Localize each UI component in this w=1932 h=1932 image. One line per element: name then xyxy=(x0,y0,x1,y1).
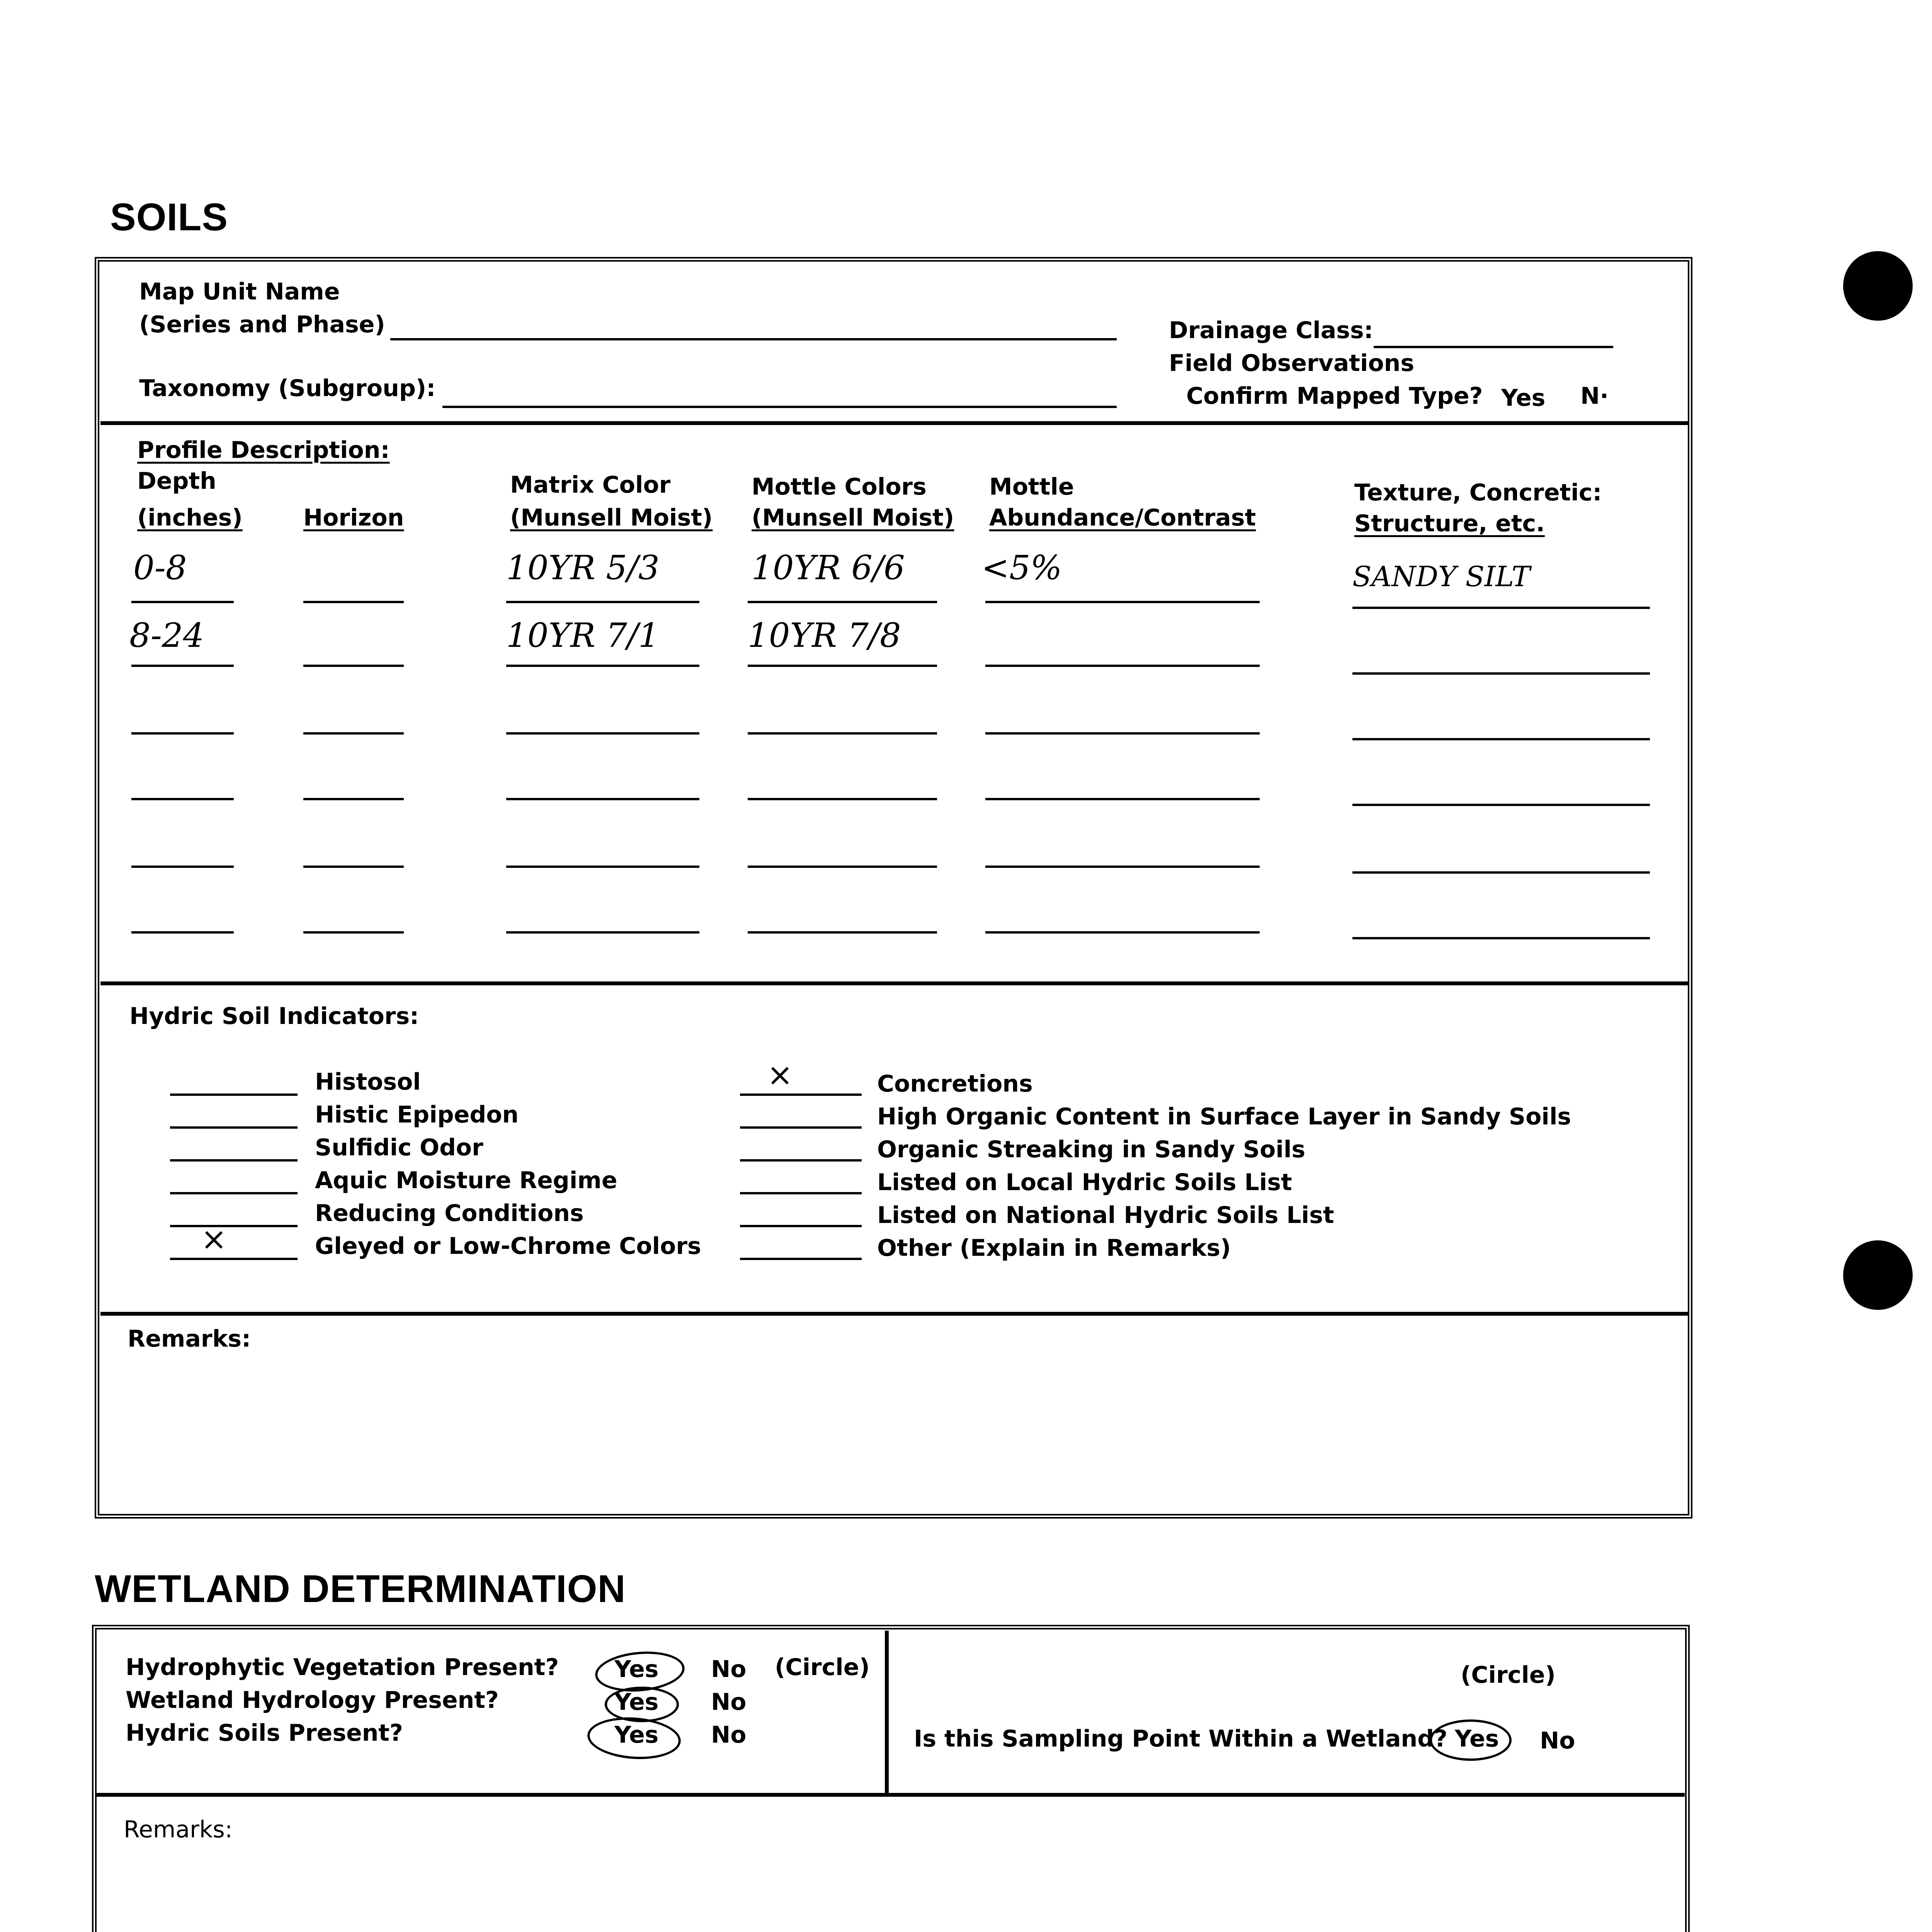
indicator-label: Concretions xyxy=(877,1070,1033,1097)
map-unit-label: Map Unit Name xyxy=(139,278,340,305)
indicator-blank[interactable] xyxy=(170,1094,298,1096)
row-line xyxy=(985,798,1260,800)
binder-hole xyxy=(1843,1240,1913,1310)
indicator-label: Gleyed or Low-Chrome Colors xyxy=(315,1233,701,1260)
row2-mottle-color[interactable]: 10YR 7/8 xyxy=(748,616,901,655)
q2-yes[interactable]: Yes xyxy=(614,1689,659,1716)
indicator-label: Listed on National Hydric Soils List xyxy=(877,1202,1334,1229)
col-depth-header: Depth xyxy=(137,468,216,495)
indicator-label: Listed on Local Hydric Soils List xyxy=(877,1169,1292,1196)
q3-yes[interactable]: Yes xyxy=(614,1721,659,1748)
row2-depth[interactable]: 8-24 xyxy=(129,616,204,655)
indicator-label: Aquic Moisture Regime xyxy=(315,1167,617,1194)
row-line xyxy=(506,601,699,603)
col-mottle-colors-sub: (Munsell Moist) xyxy=(752,504,954,531)
row-line xyxy=(748,665,937,667)
row1-abundance[interactable]: <5% xyxy=(981,549,1062,587)
row-line xyxy=(303,732,404,735)
drainage-class-label: Drainage Class: xyxy=(1169,317,1373,344)
circle-mark-icon xyxy=(1430,1719,1512,1761)
col-texture-header: Texture, Concretic: xyxy=(1354,479,1602,506)
divider xyxy=(97,1793,1685,1797)
row-line xyxy=(131,665,234,667)
wetland-title: WETLAND DETERMINATION xyxy=(95,1567,626,1611)
row-line xyxy=(1352,738,1650,740)
row-line xyxy=(1352,804,1650,806)
divider xyxy=(100,421,1689,425)
divider xyxy=(100,1312,1689,1316)
row-line xyxy=(985,665,1260,667)
row-line xyxy=(748,732,937,735)
map-unit-field[interactable] xyxy=(390,338,1117,340)
row-line xyxy=(506,931,699,934)
hydric-indicators-title: Hydric Soil Indicators: xyxy=(129,1003,419,1030)
row-line xyxy=(985,601,1260,603)
q3-no[interactable]: No xyxy=(711,1721,747,1748)
row1-texture[interactable]: SANDY SILT xyxy=(1352,560,1531,593)
series-phase-label: (Series and Phase) xyxy=(139,311,385,338)
row-line xyxy=(131,931,234,934)
indicator-label: Organic Streaking in Sandy Soils xyxy=(877,1136,1306,1163)
col-matrix-sub: (Munsell Moist) xyxy=(510,504,713,531)
q2-no[interactable]: No xyxy=(711,1689,747,1716)
q-hydrology-label: Wetland Hydrology Present? xyxy=(126,1687,499,1714)
row-line xyxy=(303,866,404,868)
row-line xyxy=(131,601,234,603)
field-observations-label: Field Observations xyxy=(1169,350,1415,377)
indicator-label: Sulfidic Odor xyxy=(315,1134,483,1161)
indicator-blank[interactable] xyxy=(170,1258,298,1260)
taxonomy-field[interactable] xyxy=(442,406,1117,408)
indicator-label: High Organic Content in Surface Layer in Sandy Soils xyxy=(877,1103,1571,1130)
sampling-yes[interactable]: Yes xyxy=(1455,1725,1499,1752)
indicator-label: Reducing Conditions xyxy=(315,1200,584,1227)
row-line xyxy=(748,866,937,868)
q1-no[interactable]: No xyxy=(711,1656,747,1683)
indicator-label: Other (Explain in Remarks) xyxy=(877,1235,1231,1262)
drainage-class-field[interactable] xyxy=(1374,346,1613,348)
row-line xyxy=(303,931,404,934)
row-line xyxy=(748,601,937,603)
q-hydric-soils-label: Hydric Soils Present? xyxy=(126,1719,403,1747)
wetland-remarks-label: Remarks: xyxy=(124,1816,233,1843)
col-texture-sub: Structure, etc. xyxy=(1354,510,1545,537)
row-line xyxy=(506,665,699,667)
row-line xyxy=(985,931,1260,934)
row-line xyxy=(748,798,937,800)
profile-description-label: Profile Description: xyxy=(137,437,390,464)
row-line xyxy=(506,732,699,735)
row-line xyxy=(506,866,699,868)
col-mottle-colors-header: Mottle Colors xyxy=(752,473,927,500)
indicator-label: Histic Epipedon xyxy=(315,1101,519,1128)
indicator-blank[interactable] xyxy=(740,1225,862,1227)
row1-mottle-color[interactable]: 10YR 6/6 xyxy=(752,549,905,587)
indicator-blank[interactable] xyxy=(740,1094,862,1096)
row-line xyxy=(131,866,234,868)
indicator-blank[interactable] xyxy=(740,1159,862,1162)
confirm-mapped-label: Confirm Mapped Type? xyxy=(1186,383,1483,410)
col-depth-unit: (inches) xyxy=(137,504,243,531)
indicator-label: Histosol xyxy=(315,1068,421,1095)
indicator-blank[interactable] xyxy=(740,1192,862,1194)
row-line xyxy=(1352,672,1650,675)
indicator-blank[interactable] xyxy=(170,1126,298,1129)
col-matrix-header: Matrix Color xyxy=(510,471,671,498)
confirm-no[interactable]: N· xyxy=(1580,383,1609,410)
row-line xyxy=(506,798,699,800)
indicator-blank[interactable] xyxy=(740,1258,862,1260)
indicator-blank[interactable] xyxy=(170,1192,298,1194)
soils-remarks-label: Remarks: xyxy=(128,1325,251,1352)
indicator-blank[interactable] xyxy=(170,1225,298,1227)
col-horizon-header: Horizon xyxy=(303,504,404,531)
row2-matrix[interactable]: 10YR 7/1 xyxy=(506,616,660,655)
divider xyxy=(885,1631,889,1797)
check-mark-icon: × xyxy=(201,1221,227,1257)
row-line xyxy=(1352,871,1650,874)
row-line xyxy=(303,665,404,667)
indicator-blank[interactable] xyxy=(740,1126,862,1129)
circle-instruction: (Circle) xyxy=(775,1654,870,1681)
indicator-blank[interactable] xyxy=(170,1159,298,1162)
row1-depth[interactable]: 0-8 xyxy=(133,549,187,587)
divider xyxy=(100,981,1689,985)
row-line xyxy=(303,601,404,603)
circle-mark-icon xyxy=(605,1687,679,1722)
q1-yes[interactable]: Yes xyxy=(614,1656,659,1683)
row-line xyxy=(131,732,234,735)
row-line xyxy=(1352,607,1650,609)
row-line xyxy=(985,866,1260,868)
binder-hole xyxy=(1843,251,1913,321)
taxonomy-label: Taxonomy (Subgroup): xyxy=(139,375,436,402)
sampling-no[interactable]: No xyxy=(1540,1727,1575,1754)
row-line xyxy=(748,931,937,934)
col-mottle-sub: Abundance/Contrast xyxy=(989,504,1256,531)
row-line xyxy=(131,798,234,800)
circle-instruction-right: (Circle) xyxy=(1461,1662,1556,1689)
row1-matrix[interactable]: 10YR 5/3 xyxy=(506,549,660,587)
check-mark-icon: × xyxy=(767,1057,793,1093)
row-line xyxy=(303,798,404,800)
row-line xyxy=(985,732,1260,735)
confirm-yes[interactable]: Yes xyxy=(1501,384,1546,412)
q-hydrophytic-label: Hydrophytic Vegetation Present? xyxy=(126,1654,559,1681)
sampling-point-label: Is this Sampling Point Within a Wetland? xyxy=(914,1725,1448,1752)
soils-title: SOILS xyxy=(110,196,228,239)
row-line xyxy=(1352,937,1650,939)
col-mottle-header: Mottle xyxy=(989,473,1074,500)
